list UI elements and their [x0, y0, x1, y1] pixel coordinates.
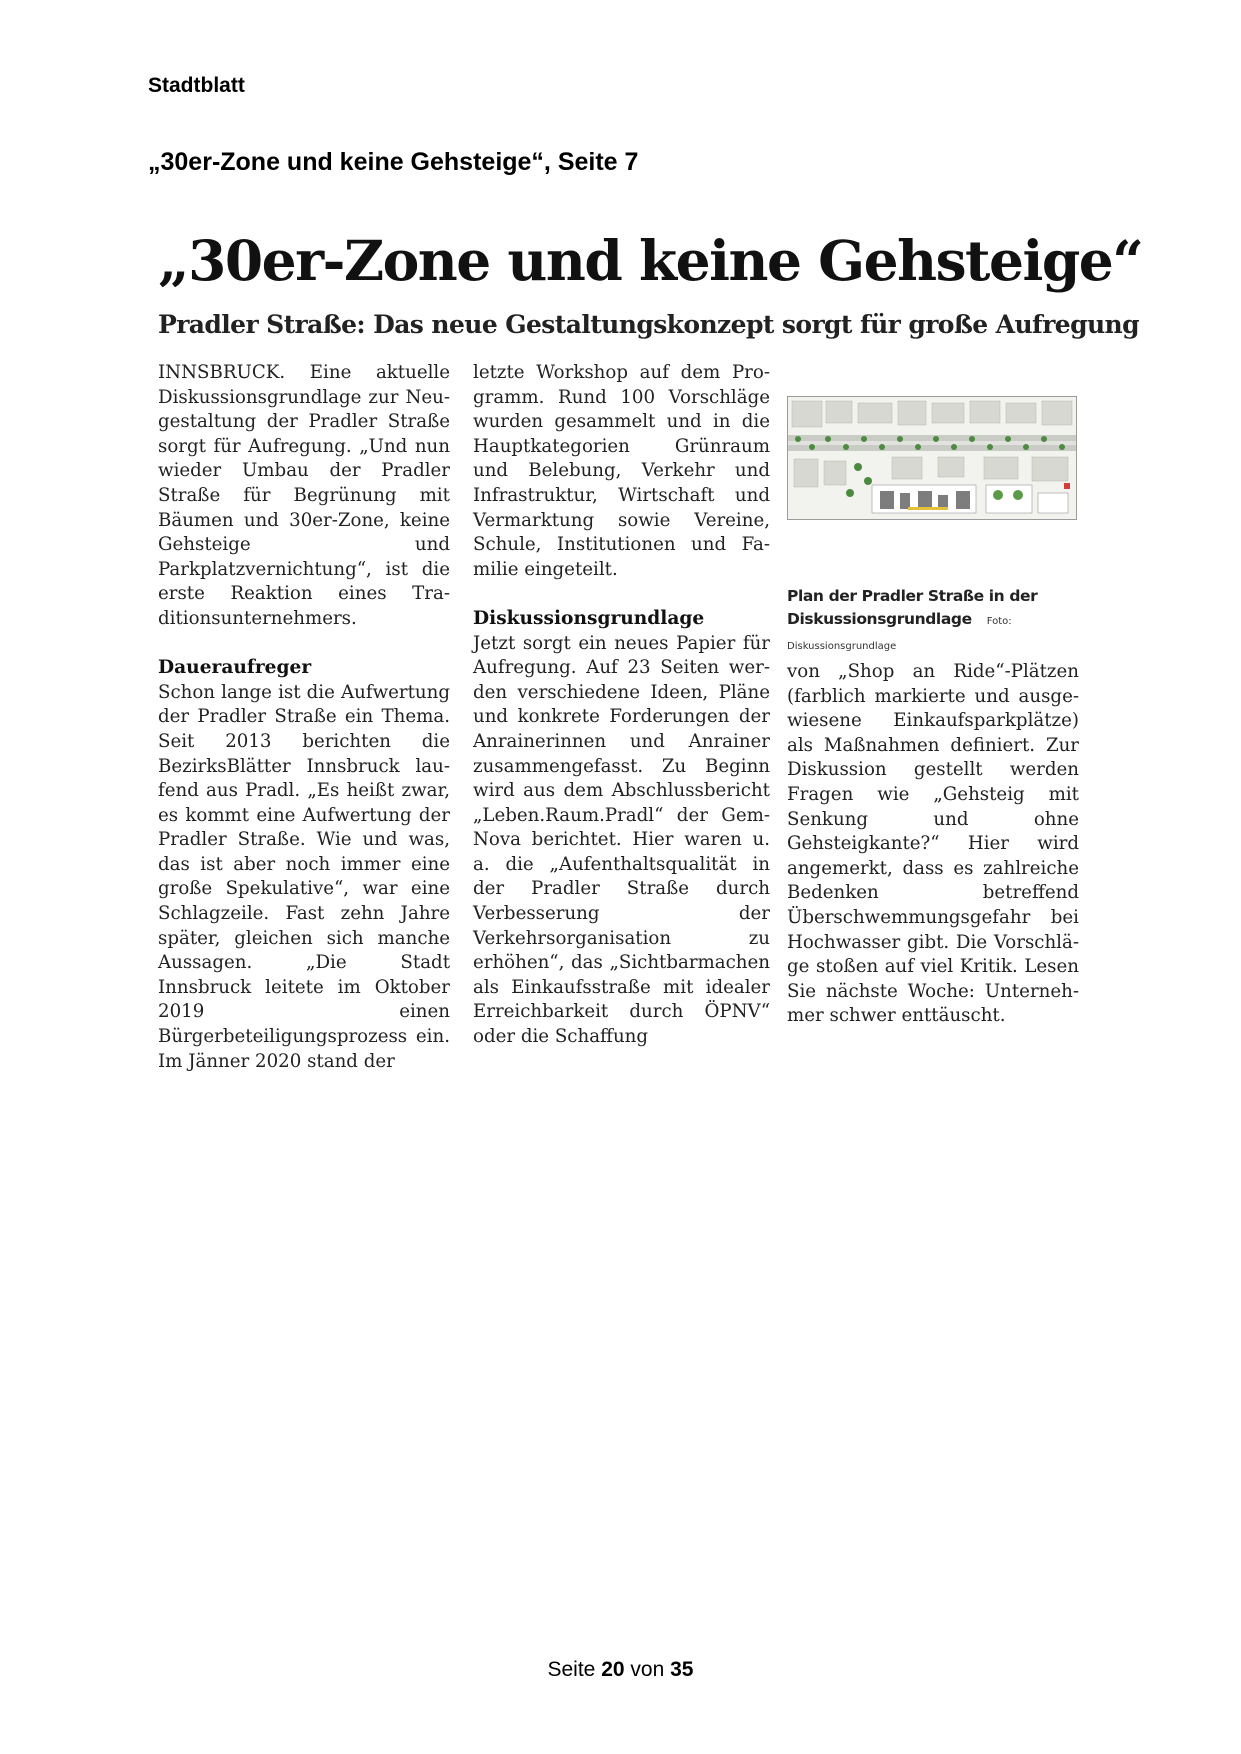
article-column-2 [473, 361, 770, 1050]
column-3-text: von „Shop an Ride“-Plätzen (farblich markierte und ausgewiesene Einkaufsparkplätze) als Maßnahmen definiert. Zur Diskussion gestellt werden Fragen wie „Gehsteig mit Senkung und ohne Gehsteigkante?“ Hier wird angemerkt, dass es zahlreiche Bedenken betreffend Überschwemmungsgefahr bei Hochwasser gibt. Die Vorschläge stoßen auf viel Kritik. Lesen Sie nächste Woche: Unternehmer schwer enttäuscht. [787, 661, 1079, 1027]
newspaper-clipping [150, 228, 1143, 1072]
total-page-count: 35 [670, 1658, 694, 1681]
image-credit: Foto: Diskussionsgrundlage [787, 616, 1012, 652]
section-heading-diskussionsgrundlage: Diskussionsgrundlage [473, 607, 705, 629]
footer-prefix: Seite [547, 1658, 596, 1681]
footer-middle: von [630, 1658, 665, 1681]
clipping-title: „30er-Zone und keine Gehsteige“, Seite 7 [148, 148, 639, 176]
article-column-1 [158, 361, 450, 1074]
section-heading-daueraufreger: Daueraufreger [158, 657, 312, 679]
image-caption [787, 585, 1081, 658]
article-subheadline: Pradler Straße: Das neue Gestaltungskonzept sorgt für große Aufregung [158, 310, 1140, 339]
image-source-note [1000, 564, 1002, 570]
column-2-text: letzte Workshop auf dem Programm. Rund 100 Vorschläge wurden gesammelt und in die Hauptkategorien Grünraum und Belebung, Verkehr und Infrastruktur, Wirtschaft und Vermarktung sowie Vereine, Schule, Institutionen und Familie eingeteilt. [473, 362, 770, 580]
section-text-diskussionsgrundlage: Jetzt sorgt ein neues Papier für Aufregung. Auf 23 Seiten werden verschiedene Ideen, Pläne und konkrete Forderungen der Anrainerinnen und Anrainer zusammengefasst. Zu Beginn wird aus dem Abschlussbericht „Leben.Raum.Pradl“ der GemNova berichtet. Hier waren u. a. die „Aufenthaltsqualität in der Pradler Straße durch Verbesserung der Verkehrsorganisation zu erhöhen“, das „Sichtbarmachen als Einkaufsstraße mit idealer Erreichbarkeit durch ÖPNV“ oder die Schaffung [473, 632, 770, 1048]
section-text-daueraufreger: Schon lange ist die Aufwertung der Pradler Straße ein Thema. Seit 2013 berichten die BezirksBlätter Innsbruck laufend aus Pradl. „Es heißt zwar, es kommt eine Aufwertung der Pradler Straße. Wie und was, das ist aber noch immer eine große Spekulative“, war eine Schlagzeile. Fast zehn Jahre später, gleichen sich manche Aussagen. „Die Stadt Innsbruck leitete im Oktober 2019 einen Bürgerbeteiligungsprozess ein. Im Jänner 2020 stand der [158, 681, 450, 1072]
page-number-footer [0, 1658, 1241, 1682]
article-lead: INNSBRUCK. Eine aktuelle Diskussionsgrundlage zur Neugestaltung der Pradler Straße sorgt für Aufregung. „Und nun wieder Umbau der Pradler Straße für Begrünung mit Bäumen und 30er-Zone, keine Gehsteige und Parkplatzvernichtung“, ist die erste Reaktion eines Traditionsunternehmers. [158, 362, 450, 629]
publication-name: Stadtblatt [148, 74, 245, 97]
article-column-3 [787, 660, 1079, 1029]
image-caption-text: Plan der Pradler Straße in der Diskussionsgrundlage [787, 587, 1038, 628]
article-headline: „30er-Zone und keine Gehsteige“ [158, 228, 1143, 293]
current-page-number: 20 [601, 1658, 625, 1681]
street-plan-image [787, 396, 1077, 520]
